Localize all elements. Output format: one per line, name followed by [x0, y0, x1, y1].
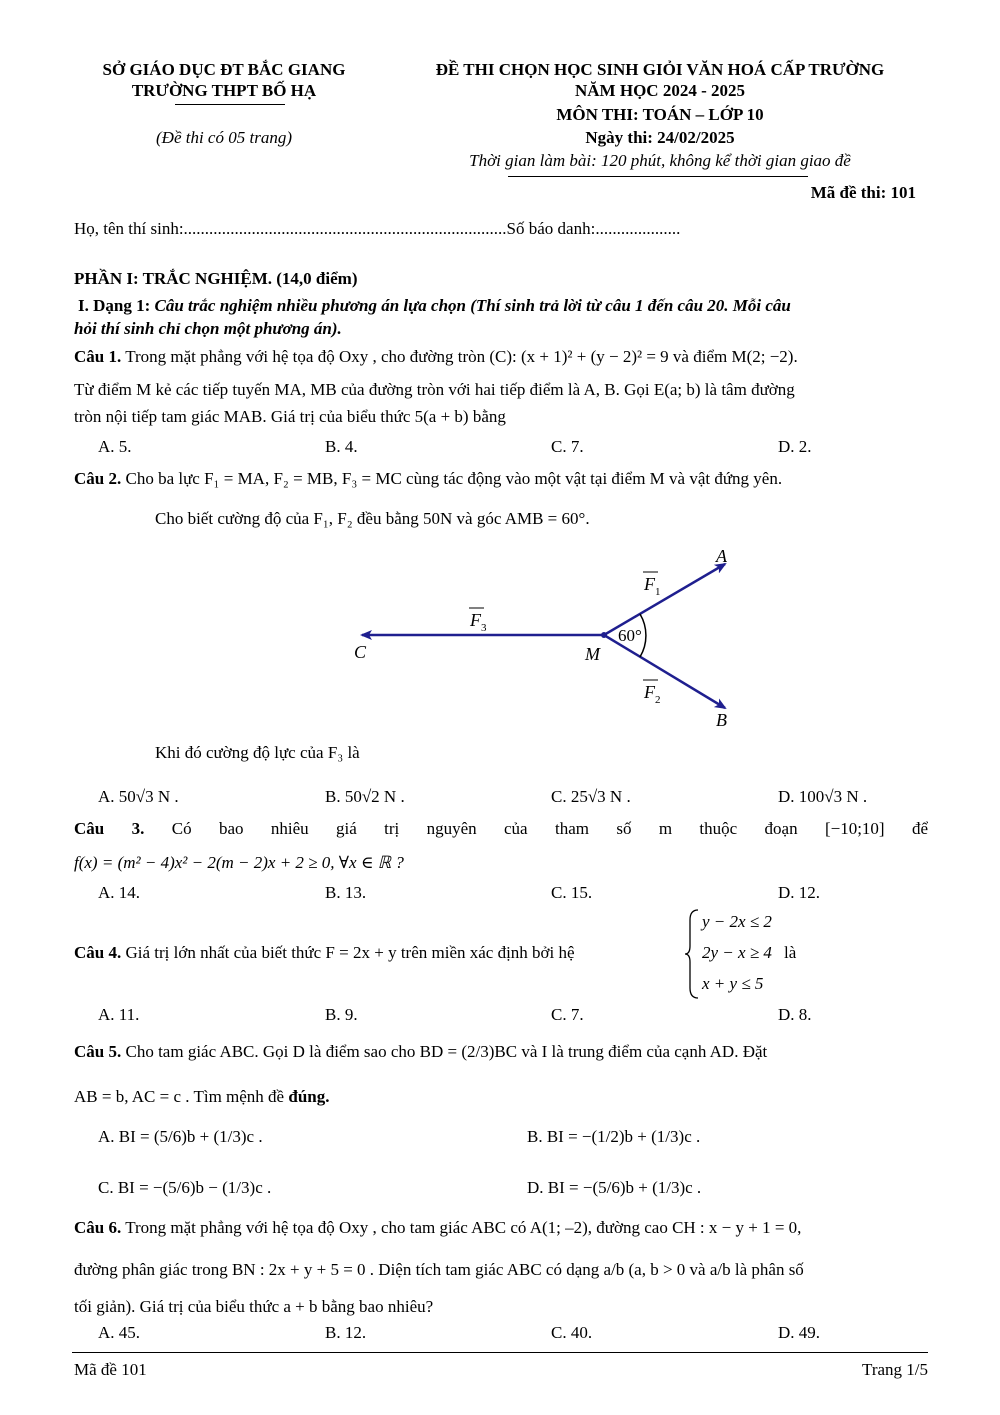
label-b: B: [716, 710, 727, 730]
q2-option-d: D. 100√3 N .: [778, 787, 868, 806]
label-c: C: [354, 642, 367, 662]
pages-note: (Đề thi có 05 trang): [156, 128, 292, 147]
label-f1: F: [644, 574, 655, 594]
q1-text-3: tròn nội tiếp tam giác MAB. Giá trị của biểu thức 5(a + b) bằng: [74, 407, 506, 426]
school-name: TRƯỜNG THPT BỐ HẠ: [131, 81, 317, 100]
q2-text-2: Cho biết cường độ của F₁, F₂ đều bằng 50N và góc AMB = 60°.: [155, 509, 590, 528]
q5-text-1: Cho tam giác ABC. Gọi D là điểm sao cho BD = (2/3)BC và I là trung điểm của cạnh AD. Đặt: [125, 1042, 768, 1061]
q4-system-1: y − 2x ≤ 2: [702, 912, 772, 931]
f1-arrow: [604, 564, 725, 635]
school-year: NĂM HỌC 2024 - 2025: [575, 81, 745, 100]
q1-option-d: D. 2.: [778, 437, 812, 456]
q4-option-a: A. 11.: [98, 1005, 140, 1024]
q6-text-2: đường phân giác trong BN : 2x + y + 5 = 0 . Diện tích tam giác ABC có dạng a/b (a, b > 0 và a/b là phân số: [74, 1260, 804, 1279]
f2-arrow: [604, 635, 725, 708]
q6-label: Câu 6.: [74, 1218, 122, 1237]
q4-option-b: B. 9.: [325, 1005, 358, 1024]
q1-option-a: A. 5.: [98, 437, 132, 456]
q2-text-1: Cho ba lực F₁ = MA, F₂ = MB, F₃ = MC cùng tác động vào một vật tại điểm M và vật đứng yên.: [125, 469, 783, 488]
q5-label: Câu 5.: [74, 1042, 122, 1061]
label-m: M: [585, 644, 600, 664]
q5-line1: [74, 1042, 928, 1062]
angle-label: 60°: [618, 626, 642, 645]
label-f3-sub: 3: [481, 622, 487, 634]
q5-option-a: A. BI = (5/6)b + (1/3)c .: [98, 1127, 263, 1146]
label-f3: F: [470, 610, 481, 630]
q4-system-2: 2y − x ≥ 4: [702, 943, 772, 962]
exam-duration: Thời gian làm bài: 120 phút, không kể thời gian giao đề: [469, 151, 851, 170]
type1-line1: [78, 296, 928, 316]
q2-option-c: C. 25√3 N .: [551, 787, 631, 806]
q4-option-c: C. 7.: [551, 1005, 584, 1024]
q3-option-b: B. 13.: [325, 883, 367, 902]
part1-title: PHẦN I: TRẮC NGHIỆM. (14,0 điểm): [74, 269, 358, 288]
q1-label: Câu 1.: [74, 347, 122, 366]
q2-line1: [74, 469, 928, 489]
q5-option-c: C. BI = −(5/6)b − (1/3)c .: [98, 1178, 272, 1197]
q5-line2: [74, 1087, 928, 1107]
q4-line: [74, 943, 928, 963]
q2-option-a: A. 50√3 N .: [98, 787, 179, 806]
exam-code: Mã đề thi: 101: [810, 183, 916, 202]
q1-line1: [74, 347, 928, 367]
point-m-dot: [601, 632, 607, 638]
q5-text-2b: đúng.: [288, 1087, 330, 1106]
type1-label: I. Dạng 1:: [78, 296, 151, 315]
exam-title: ĐỀ THI CHỌN HỌC SINH GIỎI VĂN HOÁ CẤP TRƯỜNG: [435, 60, 885, 79]
q6-text-3: tối giản). Giá trị của biểu thức a + b bằng bao nhiêu?: [74, 1297, 434, 1316]
q3-text-1: Có bao nhiêu giá trị nguyên của tham số m thuộc đoạn [−10;10] để: [171, 819, 929, 838]
student-info-line: Họ, tên thí sinh:............................................................................Số báo danh:....................: [74, 219, 681, 238]
q5-option-b: B. BI = −(1/2)b + (1/3)c .: [527, 1127, 701, 1146]
footer-page-number: Trang 1/5: [862, 1360, 928, 1379]
footer-exam-code: Mã đề 101: [74, 1360, 147, 1379]
q5-option-d: D. BI = −(5/6)b + (1/3)c .: [527, 1178, 702, 1197]
q6-option-d: D. 49.: [778, 1323, 821, 1342]
exam-subject: MÔN THI: TOÁN – LỚP 10: [556, 105, 764, 124]
q3-text-2: f(x) = (m² − 4)x² − 2(m − 2)x + 2 ≥ 0, ∀x ∈ ℝ ?: [74, 853, 404, 872]
q4-system-3: x + y ≤ 5: [702, 974, 764, 993]
q1-text-2: Từ điểm M kẻ các tiếp tuyến MA, MB của đường tròn với hai tiếp điểm là A, B. Gọi E(a; b) là tâm đường: [74, 380, 795, 399]
q6-option-a: A. 45.: [98, 1323, 141, 1342]
q3-option-a: A. 14.: [98, 883, 141, 902]
type1-desc-1: Câu trắc nghiệm nhiều phương án lựa chọn (Thí sinh trả lời từ câu 1 đến câu 20. Mỗi câu: [154, 296, 791, 315]
q5-text-2a: AB = b, AC = c . Tìm mệnh đề: [74, 1087, 285, 1106]
q3-label: Câu 3.: [74, 819, 145, 838]
q6-text-1: Trong mặt phẳng với hệ tọa độ Oxy , cho tam giác ABC có A(1; –2), đường cao CH : x − y + 1 = 0,: [125, 1218, 802, 1237]
q2-text-3: Khi đó cường độ lực của F₃ là: [155, 743, 360, 762]
q4-tail: là: [784, 943, 797, 962]
q6-option-b: B. 12.: [325, 1323, 367, 1342]
q2-option-b: B. 50√2 N .: [325, 787, 405, 806]
q6-line1: [74, 1218, 928, 1238]
q1-option-b: B. 4.: [325, 437, 358, 456]
q3-option-d: D. 12.: [778, 883, 821, 902]
q4-text: Giá trị lớn nhất của biết thức F = 2x + y trên miền xác định bởi hệ: [125, 943, 575, 962]
system-brace: [684, 908, 700, 1000]
footer-divider: [72, 1352, 928, 1353]
department-name: SỞ GIÁO DỤC ĐT BẮC GIANG: [102, 60, 346, 79]
q4-label: Câu 4.: [74, 943, 122, 962]
label-a: A: [716, 546, 727, 566]
q1-option-c: C. 7.: [551, 437, 584, 456]
label-f1-sub: 1: [655, 586, 661, 598]
label-f2-sub: 2: [655, 694, 661, 706]
q2-label: Câu 2.: [74, 469, 122, 488]
label-f2: F: [644, 682, 655, 702]
force-diagram: [340, 540, 760, 740]
q3-option-c: C. 15.: [551, 883, 593, 902]
exam-date: Ngày thi: 24/02/2025: [585, 128, 735, 147]
type1-desc-2: hỏi thí sinh chỉ chọn một phương án).: [74, 319, 342, 338]
q6-option-c: C. 40.: [551, 1323, 593, 1342]
q1-text-1: Trong mặt phẳng với hệ tọa độ Oxy , cho đường tròn (C): (x + 1)² + (y − 2)² = 9 và điểm M(2; −2).: [125, 347, 798, 366]
duration-underline: [508, 176, 808, 177]
q3-line1: [74, 819, 928, 839]
q4-option-d: D. 8.: [778, 1005, 812, 1024]
school-underline: [175, 104, 285, 105]
